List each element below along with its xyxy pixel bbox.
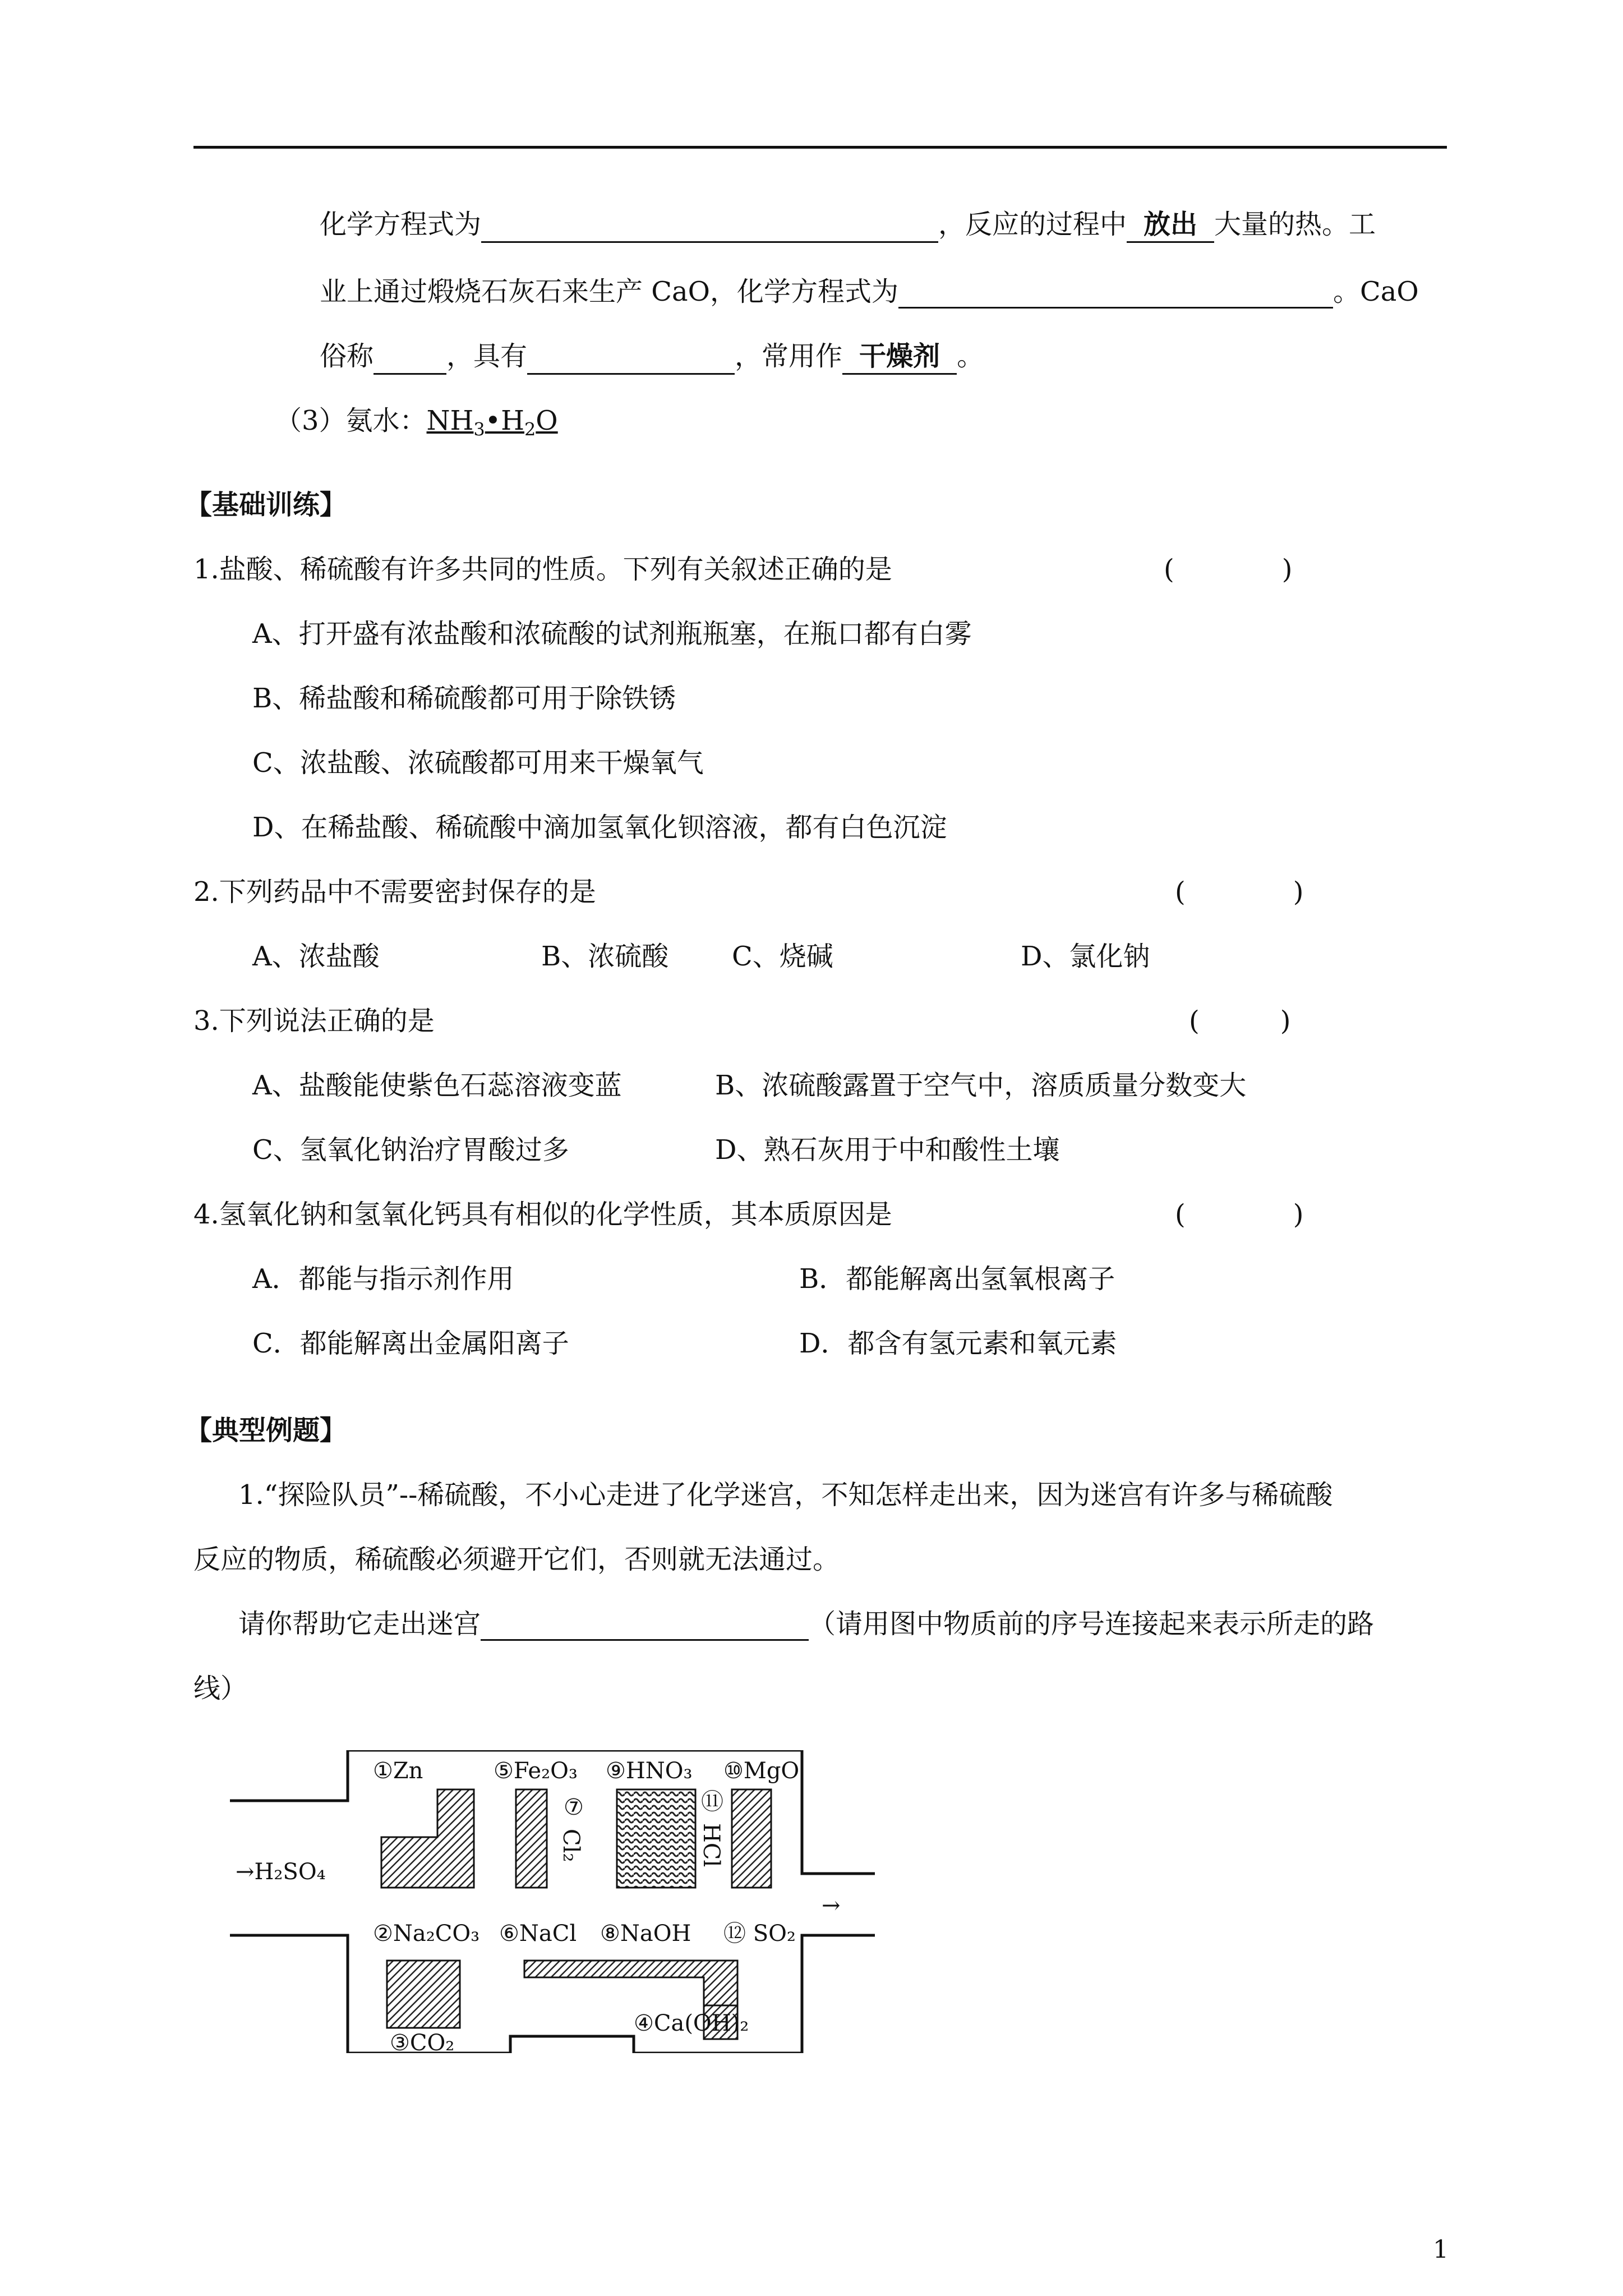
example-paragraph-3 xyxy=(238,1607,1374,1641)
option-d: D、熟石灰用于中和酸性土壤 xyxy=(715,1134,1060,1166)
maze-walls xyxy=(230,1750,875,2053)
text: （请用图中物质前的序号连接起来表示所走的路 xyxy=(809,1608,1375,1640)
answer-paren[interactable]: ( ) xyxy=(1164,554,1293,585)
text: 。 xyxy=(957,341,984,372)
answer-blank[interactable] xyxy=(374,345,446,375)
text: ，反应的过程中 xyxy=(938,209,1127,240)
label-zn: ①Zn xyxy=(373,1758,423,1784)
option-b: B、浓硫酸露置于空气中，溶质质量分数变大 xyxy=(715,1070,1247,1101)
option-c: C、氢氧化钠治疗胃酸过多 xyxy=(252,1134,569,1166)
question-1: 1.盐酸、稀硫酸有许多共同的性质。下列有关叙述正确的是 xyxy=(193,554,892,585)
text: 化学方程式为 xyxy=(320,209,482,240)
question-4: 4.氢氧化钠和氢氧化钙具有相似的化学性质，其本质原因是 xyxy=(193,1199,892,1230)
label-fe2o3: ⑤Fe₂O₃ xyxy=(494,1758,578,1784)
option-c: C．都能解离出金属阳离子 xyxy=(252,1328,569,1359)
answer-blank[interactable] xyxy=(898,279,1333,309)
section-heading-basic: 【基础训练】 xyxy=(185,489,347,521)
page-number: 1 xyxy=(1433,2235,1449,2264)
text: 俗称 xyxy=(320,341,374,372)
label-co2: ③CO₂ xyxy=(390,2030,455,2053)
exit-arrow: → xyxy=(822,1893,841,1918)
option-a: A、打开盛有浓盐酸和浓硫酸的试剂瓶瓶塞，在瓶口都有白雾 xyxy=(252,618,972,650)
text: ，常用作 xyxy=(735,341,843,372)
label-mgo: ⑩MgO xyxy=(723,1758,800,1784)
block-mgo xyxy=(732,1789,771,1888)
block-zn xyxy=(381,1789,474,1888)
ammonia-formula: $NH_3•H_2O$ xyxy=(426,405,558,440)
equation-line-1 xyxy=(320,208,1376,243)
equation-line-2 xyxy=(320,275,1419,309)
label-hno3: ⑨HNO₃ xyxy=(606,1758,693,1784)
text: 请你帮助它走出迷宫 xyxy=(238,1608,481,1640)
label-naoh: ⑧NaOH xyxy=(600,1921,691,1947)
option-a: A．都能与指示剂作用 xyxy=(252,1263,514,1295)
option-d: D、氯化钠 xyxy=(1021,941,1150,972)
label-hcl-number: ⑪ xyxy=(701,1789,723,1815)
option-d: D．都含有氢元素和氧元素 xyxy=(799,1328,1117,1359)
section-heading-examples: 【典型例题】 xyxy=(185,1415,347,1446)
block-fe2o3 xyxy=(516,1789,547,1888)
label-so2: ⑫ SO₂ xyxy=(723,1921,796,1947)
block-hno3 xyxy=(617,1789,695,1888)
option-b: B．都能解离出氢氧根离子 xyxy=(799,1263,1115,1295)
maze-diagram xyxy=(230,1750,880,2053)
example-paragraph-2: 反应的物质，稀硫酸必须避开它们，否则就无法通过。 xyxy=(193,1544,840,1575)
text: ，具有 xyxy=(446,341,528,372)
header-rule xyxy=(193,146,1447,149)
block-na2co3 xyxy=(387,1961,460,2028)
option-b: B、浓硫酸 xyxy=(541,941,669,972)
text: （3）氨水： xyxy=(275,405,427,436)
option-a: A、浓盐酸 xyxy=(252,941,380,972)
filled-answer: 干燥剂 xyxy=(842,339,957,375)
answer-blank[interactable] xyxy=(527,345,735,375)
answer-blank[interactable] xyxy=(481,213,938,243)
example-paragraph-4: 线） xyxy=(193,1673,248,1704)
answer-paren[interactable]: ( ) xyxy=(1175,1199,1304,1230)
question-3: 3.下列说法正确的是 xyxy=(193,1005,435,1037)
filled-answer: 放出 xyxy=(1127,208,1214,243)
option-b: B、稀盐酸和稀硫酸都可用于除铁锈 xyxy=(252,683,676,714)
text: 。CaO xyxy=(1332,276,1419,307)
option-a: A、盐酸能使紫色石蕊溶液变蓝 xyxy=(252,1070,622,1101)
ammonia-line xyxy=(275,404,558,447)
block-naoh xyxy=(524,1961,737,2005)
equation-line-3 xyxy=(320,339,984,375)
label-na2co3: ②Na₂CO₃ xyxy=(373,1921,480,1947)
label-cl2: Cl₂ xyxy=(558,1829,584,1862)
text: 大量的热。工 xyxy=(1214,209,1376,240)
option-c: C、烧碱 xyxy=(732,941,833,972)
answer-paren[interactable]: ( ) xyxy=(1189,1005,1291,1037)
label-cl2-number: ⑦ xyxy=(564,1795,584,1820)
option-c: C、浓盐酸、浓硫酸都可用来干燥氧气 xyxy=(252,747,704,779)
question-2: 2.下列药品中不需要密封保存的是 xyxy=(193,876,596,908)
example-paragraph-1: 1.“探险队员”--稀硫酸，不小心走进了化学迷宫，不知怎样走出来，因为迷宫有许多与稀硫酸 xyxy=(238,1479,1333,1511)
answer-blank[interactable] xyxy=(481,1611,809,1641)
answer-paren[interactable]: ( ) xyxy=(1175,876,1304,908)
text: 业上通过煅烧石灰石来生产 CaO，化学方程式为 xyxy=(320,276,898,307)
label-caoh2: ④Ca(OH)₂ xyxy=(634,2010,749,2036)
entry-label: →H₂SO₄ xyxy=(236,1859,326,1885)
option-d: D、在稀盐酸、稀硫酸中滴加氢氧化钡溶液，都有白色沉淀 xyxy=(252,812,947,843)
label-nacl: ⑥NaCl xyxy=(499,1921,577,1947)
label-hcl: HCl xyxy=(698,1823,724,1867)
